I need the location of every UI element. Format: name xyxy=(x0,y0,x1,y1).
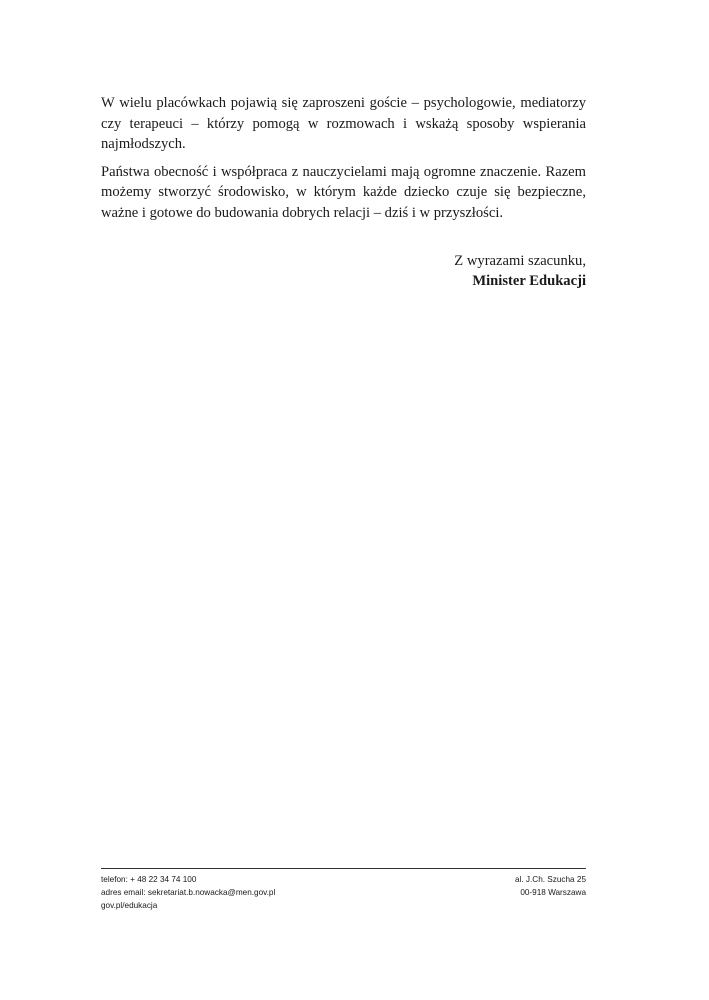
signer-title: Minister Edukacji xyxy=(472,273,586,289)
paragraph-guests: W wielu placówkach pojawią się zaproszeni goście – psychologowie, mediatorzy czy terapeuci – którzy pomogą w rozmowach i wskażą sposoby wspierania najmłodszych. xyxy=(101,95,586,152)
letter-closing xyxy=(101,251,586,291)
closing-greeting: Z wyrazami szacunku, xyxy=(454,253,586,269)
footer-address-street: al. J.Ch. Szucha 25 xyxy=(515,875,586,884)
letter-body xyxy=(101,93,586,291)
footer-phone: telefon: + 48 22 34 74 100 xyxy=(101,875,197,884)
footer-contact xyxy=(101,873,275,912)
footer-website: gov.pl/edukacja xyxy=(101,901,158,910)
page-footer xyxy=(101,873,586,912)
footer-divider xyxy=(101,868,586,869)
paragraph-cooperation: Państwa obecność i współpraca z nauczycielami mają ogromne znaczenie. Razem możemy stworzyć środowisko, w którym każde dziecko czuje się bezpieczne, ważne i gotowe do budowania dobrych relacji – dziś i w przyszłości. xyxy=(101,163,586,221)
footer-address-city: 00-918 Warszawa xyxy=(520,888,586,897)
footer-email: adres email: sekretariat.b.nowacka@men.gov.pl xyxy=(101,888,276,897)
footer-address xyxy=(515,873,586,912)
